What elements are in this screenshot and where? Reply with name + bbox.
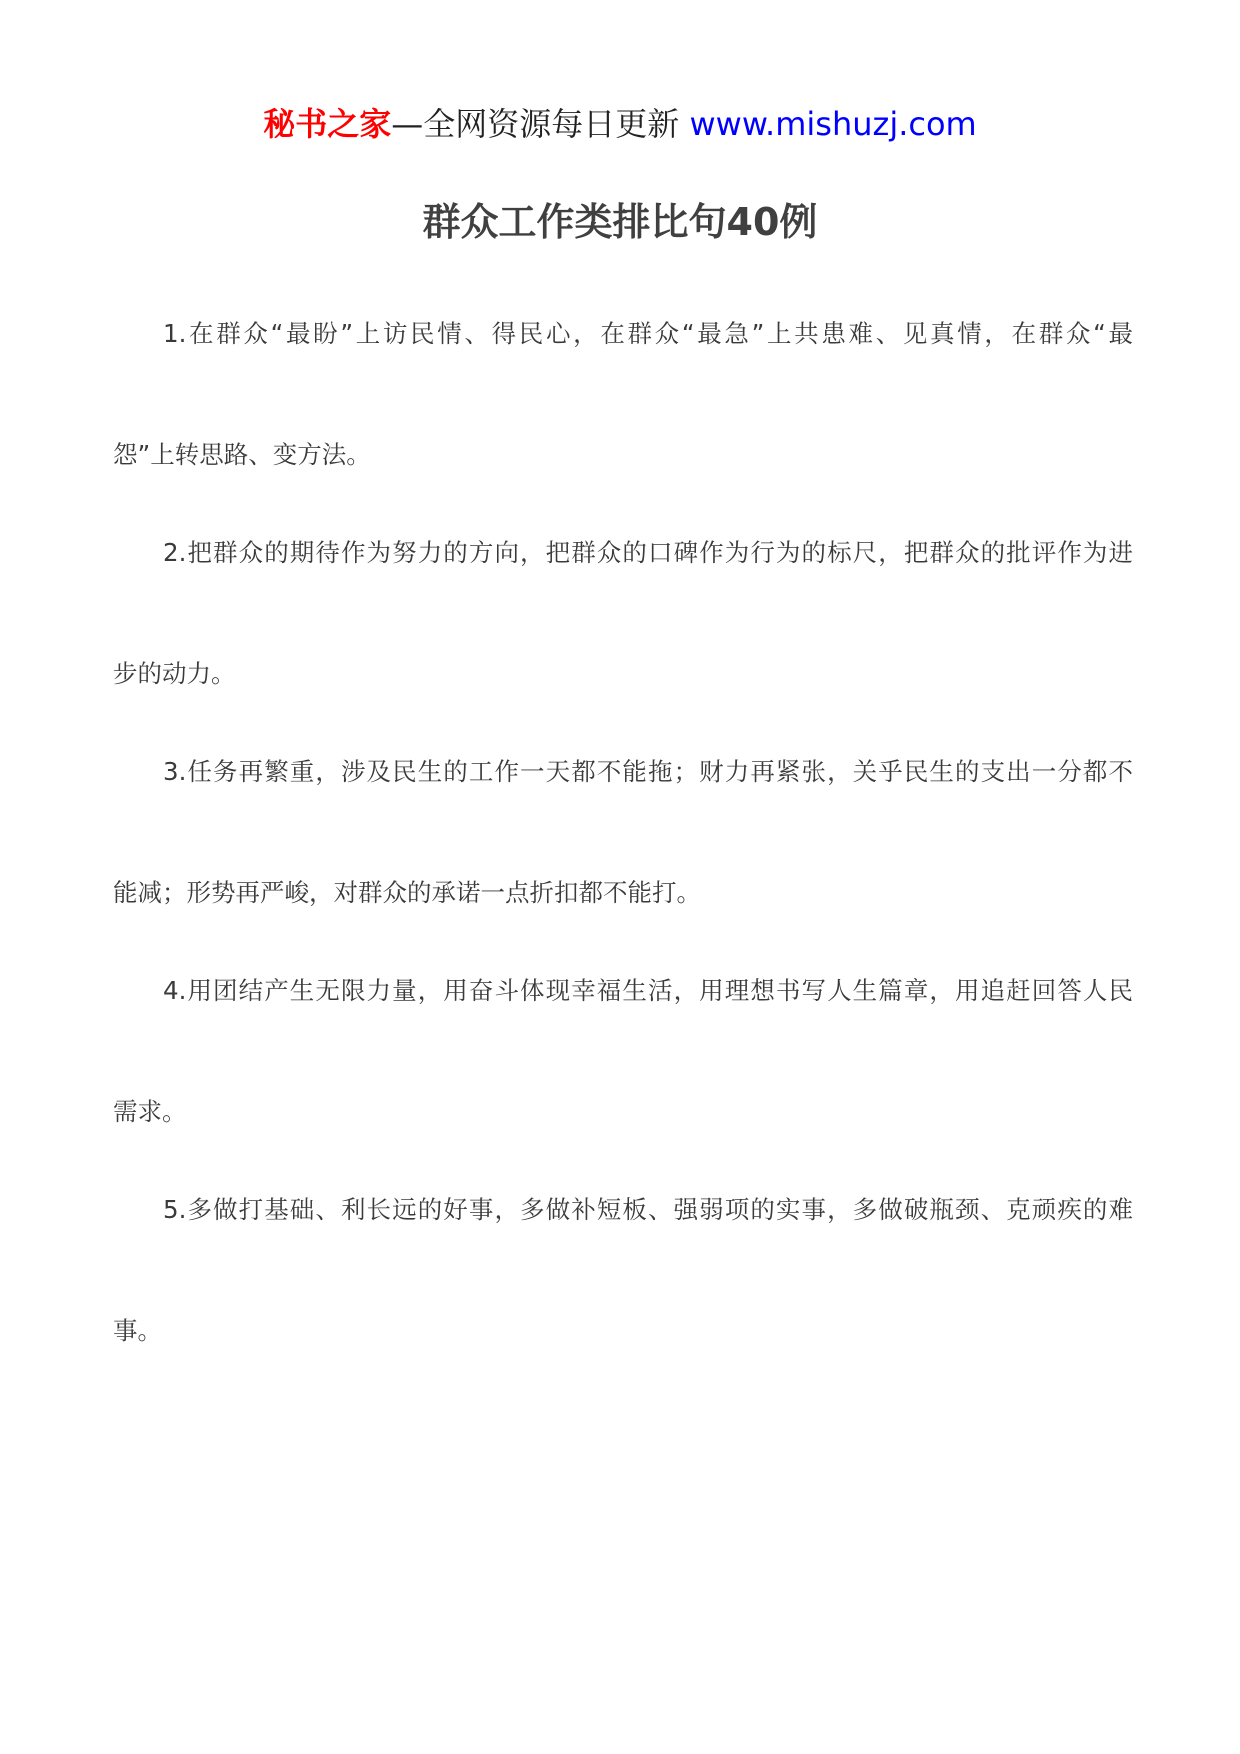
paragraph-line: 2.把群众的期待作为努力的方向，把群众的口碑作为行为的标尺，把群众的批评作为进	[163, 538, 1133, 567]
document-body	[113, 310, 1133, 1405]
site-url-link[interactable]: www.mishuzj.com	[689, 105, 977, 143]
paragraph-line: 5.多做打基础、利长远的好事，多做补短板、强弱项的实事，多做破瓶颈、克顽疾的难	[163, 1195, 1133, 1224]
paragraph-3	[113, 748, 1133, 917]
paragraph-line: 4.用团结产生无限力量，用奋斗体现幸福生活，用理想书写人生篇章，用追赶回答人民	[163, 976, 1133, 1005]
paragraph-line: 步的动力。	[113, 659, 236, 688]
paragraph-line: 事。	[113, 1316, 162, 1345]
paragraph-4	[113, 967, 1133, 1136]
paragraph-line: 能减；形势再严峻，对群众的承诺一点折扣都不能打。	[113, 878, 701, 907]
paragraph-2	[113, 529, 1133, 698]
paragraph-line: 怨”上转思路、变方法。	[113, 440, 371, 469]
header-tagline: —全网资源每日更新	[391, 105, 680, 143]
paragraph-line: 1.在群众“最盼”上访民情、得民心，在群众“最急”上共患难、见真情，在群众“最	[163, 319, 1133, 348]
document-title: 群众工作类排比句40例	[422, 200, 818, 244]
brand-name: 秘书之家	[263, 105, 392, 143]
header-banner	[0, 100, 1240, 148]
paragraph-line: 3.任务再繁重，涉及民生的工作一天都不能拖；财力再紧张，关乎民生的支出一分都不	[163, 757, 1133, 786]
paragraph-1	[113, 310, 1133, 479]
paragraph-line: 需求。	[113, 1097, 187, 1126]
paragraph-5	[113, 1186, 1133, 1355]
